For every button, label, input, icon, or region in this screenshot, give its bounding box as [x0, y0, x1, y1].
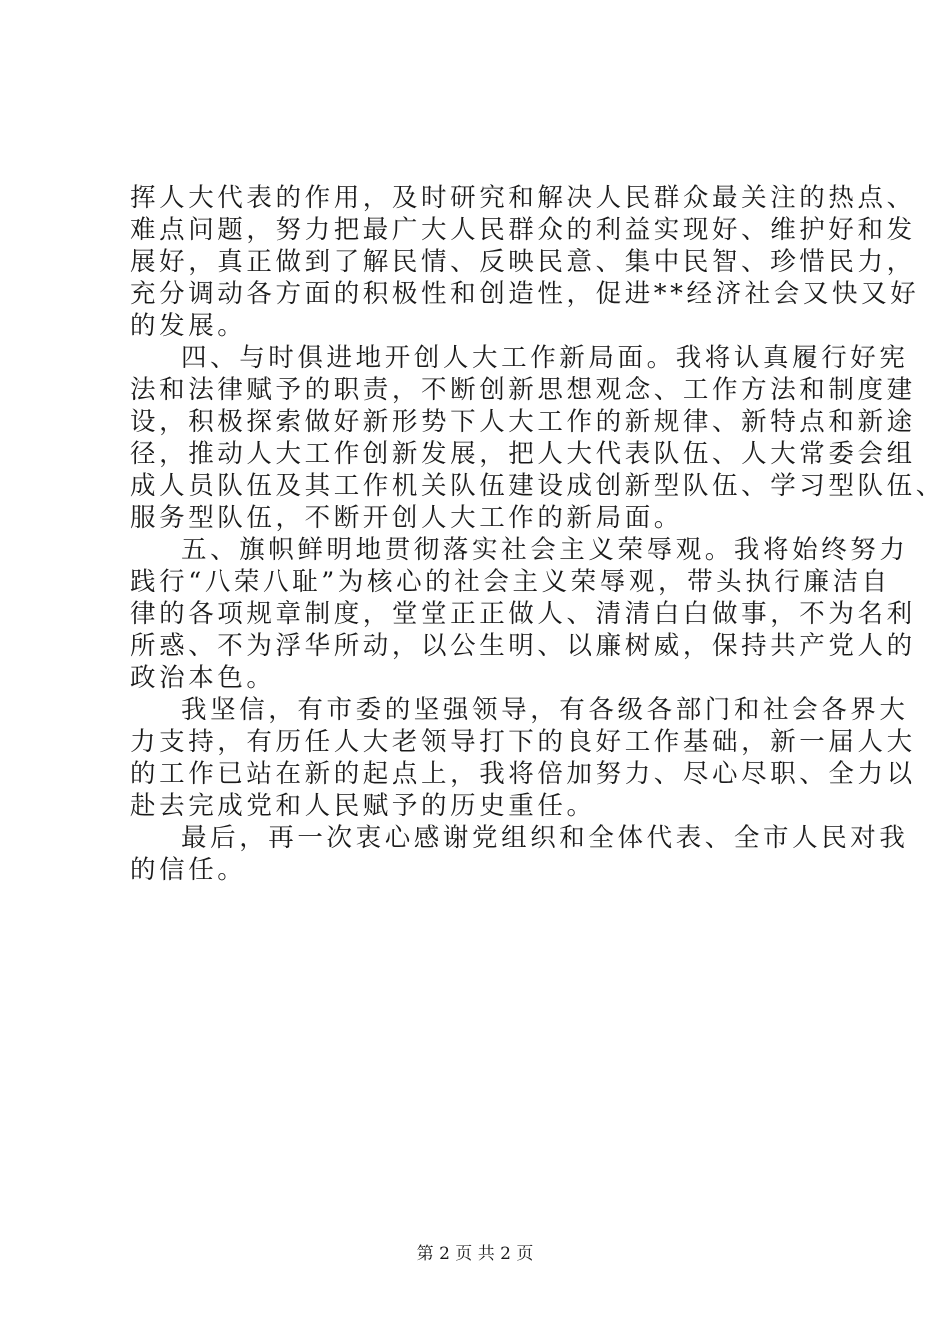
text-line: 的工作已站在新的起点上，我将倍加努力、尽心尽职、全力以 [130, 759, 916, 789]
text-line: 难点问题，努力把最广大人民群众的利益实现好、维护好和发 [130, 215, 916, 245]
paragraph-belief-start: 我坚信，有市委的坚强领导，有各级各部门和社会各界大 [181, 695, 909, 725]
text-line: 设，积极探索做好新形势下人大工作的新规律、新特点和新途 [130, 407, 916, 437]
text-line: 法和法律赋予的职责，不断创新思想观念、工作方法和制度建 [130, 375, 916, 405]
text-line: 赴去完成党和人民赋予的历史重任。 [130, 791, 596, 821]
text-line: 成人员队伍及其工作机关队伍建设成创新型队伍、学习型队伍、 [130, 471, 945, 501]
text-line: 政治本色。 [130, 663, 276, 693]
text-line: 力支持，有历任人大老领导打下的良好工作基础，新一届人大 [130, 727, 916, 757]
text-line: 展好，真正做到了解民情、反映民意、集中民智、珍惜民力， [130, 247, 916, 277]
text-line: 的信任。 [130, 855, 247, 885]
text-line: 律的各项规章制度，堂堂正正做人、清清白白做事，不为名利 [130, 599, 916, 629]
text-line: 的发展。 [130, 311, 247, 341]
text-line: 服务型队伍，不断开创人大工作的新局面。 [130, 503, 683, 533]
text-line: 充分调动各方面的积极性和创造性，促进**经济社会又快又好 [130, 279, 920, 309]
text-line: 所惑、不为浮华所动，以公生明、以廉树威，保持共产党人的 [130, 631, 916, 661]
page-footer: 第 2 页 共 2 页 [416, 1244, 534, 1264]
paragraph-4-start: 四、与时俱进地开创人大工作新局面。我将认真履行好宪 [181, 343, 909, 373]
text-line: 挥人大代表的作用，及时研究和解决人民群众最关注的热点、 [130, 183, 916, 213]
text-line: 径，推动人大工作创新发展，把人大代表队伍、人大常委会组 [130, 439, 916, 469]
text-line: 践行“八荣八耻”为核心的社会主义荣辱观，带头执行廉洁自 [130, 567, 891, 597]
paragraph-5-start: 五、旗帜鲜明地贯彻落实社会主义荣辱观。我将始终努力 [181, 535, 909, 565]
paragraph-closing-start: 最后，再一次衷心感谢党组织和全体代表、全市人民对我 [181, 823, 909, 853]
